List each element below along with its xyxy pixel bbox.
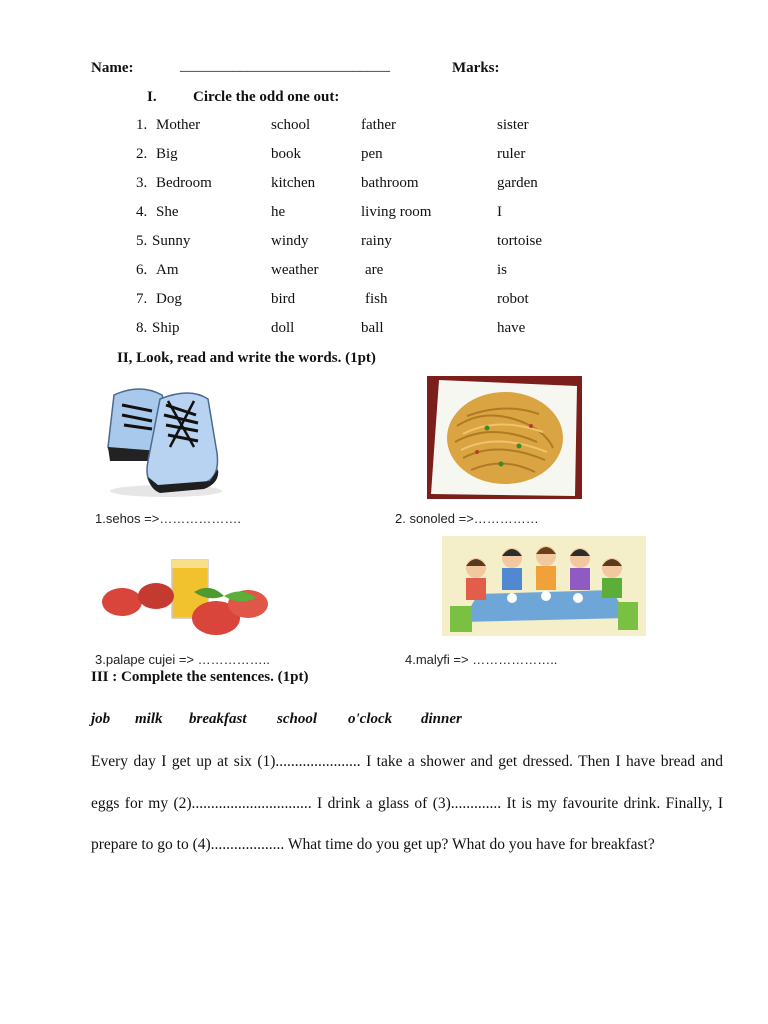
odd-one-out-row [0,175,768,197]
noodles-picture [427,376,582,499]
section1-number: I. [147,89,157,105]
row-number: 4. [136,204,148,220]
family-picture [442,536,646,636]
word-option[interactable]: doll [271,320,295,336]
word-bank-item: school [277,711,318,727]
odd-one-out-row [0,117,768,139]
row-number: 8. [136,320,148,336]
row-number: 2. [136,146,148,162]
word-option[interactable]: he [271,204,286,220]
name-label: Name: [91,60,134,76]
word-option[interactable]: sister [497,117,529,133]
word-bank-item: o'clock [348,711,393,727]
word-option[interactable]: Dog [156,291,182,307]
item2-label[interactable]: 2. sonoled =>…………… [395,511,539,526]
row-number: 6. [136,262,148,278]
word-option[interactable]: have [497,320,526,336]
word-option[interactable]: ball [361,320,384,336]
word-option[interactable]: Mother [156,117,201,133]
marks-label: Marks: [452,60,500,76]
word-option[interactable]: bird [271,291,296,307]
shoes-picture [100,365,225,500]
word-option[interactable]: Sunny [152,233,191,249]
word-option[interactable]: rainy [361,233,392,249]
section3-title: III : Complete the sentences. (1pt) [91,669,309,685]
item1-label[interactable]: 1.sehos =>………………. [95,511,241,526]
odd-one-out-row [0,262,768,284]
odd-one-out-row [0,320,768,342]
apple-juice-picture [98,552,278,637]
odd-one-out-row [0,204,768,226]
word-option[interactable]: Am [156,262,179,278]
name-blank[interactable]: ____________________________ [180,58,390,74]
word-bank-item: dinner [421,711,462,727]
section2-title: II, Look, read and write the words. (1pt) [117,350,376,366]
word-option[interactable]: are [365,262,384,278]
word-option[interactable]: school [271,117,311,133]
word-option[interactable]: garden [497,175,538,191]
word-option[interactable]: robot [497,291,529,307]
word-option[interactable]: kitchen [271,175,316,191]
row-number: 3. [136,175,148,191]
word-option[interactable]: Ship [152,320,180,336]
word-option[interactable]: is [497,262,508,278]
section1-title: Circle the odd one out: [193,89,340,105]
word-option[interactable]: ruler [497,146,526,162]
item4-label[interactable]: 4.malyfi => ……………….. [405,652,558,667]
odd-one-out-row [0,291,768,313]
word-option[interactable]: father [361,117,396,133]
word-option[interactable]: fish [365,291,388,307]
item3-label[interactable]: 3.palape cujei => …………….. [95,652,270,667]
word-option[interactable]: weather [271,262,319,278]
word-option[interactable]: Big [156,146,178,162]
word-option[interactable]: book [271,146,301,162]
odd-one-out-row [0,146,768,168]
word-option[interactable]: pen [361,146,383,162]
word-option[interactable]: I [497,204,502,220]
row-number: 1. [136,117,148,133]
word-option[interactable]: She [156,204,179,220]
odd-one-out-row [0,233,768,255]
word-option[interactable]: living room [361,204,432,220]
word-option[interactable]: tortoise [497,233,542,249]
word-option[interactable]: windy [271,233,309,249]
row-number: 7. [136,291,148,307]
word-bank-item: milk [135,711,163,727]
row-number: 5. [136,233,148,249]
cloze-paragraph: Every day I get up at six (1)...................... I take a shower and get dressed. Then I have bread and eggs for my (2)............................... I drink a glass of (3)............. It is my favourite drink. Finally, I prepare to go to (4)................... What time do you get up? What do you have for breakfast? [91,753,723,853]
word-option[interactable]: bathroom [361,175,419,191]
word-option[interactable]: Bedroom [156,175,212,191]
word-bank-item: job [91,711,111,727]
word-bank-item: breakfast [189,711,247,727]
